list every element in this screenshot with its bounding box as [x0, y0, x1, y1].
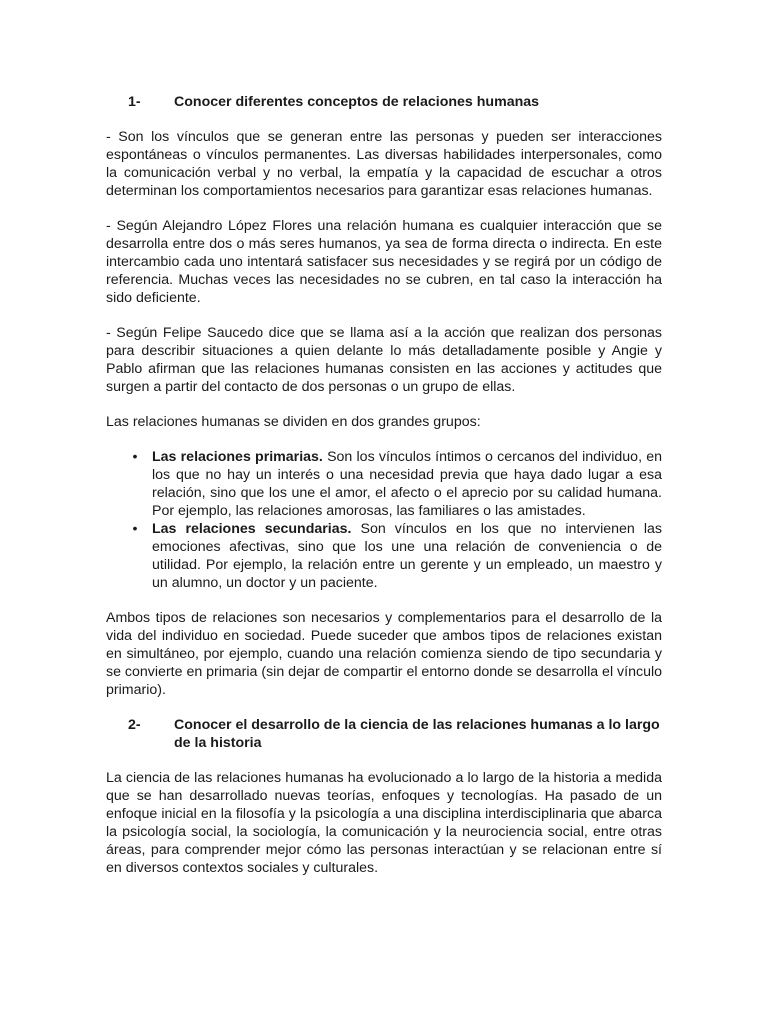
paragraph-groups-intro: Las relaciones humanas se dividen en dos grandes grupos:	[106, 414, 481, 430]
list-item	[132, 520, 662, 592]
paragraph-science-history: La ciencia de las relaciones humanas ha evolucionado a lo largo de la historia a medida que se han desarrollado nuevas teorías, enfoques y tecnologías. Ha pasado de un enfoque inicial en la filosofía y la psicología a una disciplina interdisciplinaria que abarca la psicología social, la sociología, la comunicación y la neurociencia social, entre otras áreas, para comprender mejor cómo las personas interactúan y se relacionan entre sí en diversos contextos sociales y culturales.	[106, 770, 662, 876]
section-1-number: 1-	[128, 94, 141, 110]
list-item-text: Son vínculos en los que no intervienen las emociones afectivas, sino que los une una relación de conveniencia o de utilidad. Por ejemplo, la relación entre un gerente y un empleado, un maestro y un alumno, un doctor y un paciente.	[152, 521, 662, 591]
bullet-icon: •	[132, 521, 138, 537]
section-1-heading	[106, 93, 662, 111]
paragraph-both-types: Ambos tipos de relaciones son necesarios y complementarios para el desarrollo de la vida del individuo en sociedad. Puede suceder que ambos tipos de relaciones existan en simultáneo, por ejemplo, cuando una relación comienza siendo de tipo secundaria y se convierte en primaria (sin dejar de compartir el entorno donde se desarrolla el vínculo primario).	[106, 610, 662, 698]
section-2-number: 2-	[128, 717, 141, 733]
section-2-heading	[106, 716, 662, 752]
bullet-icon: •	[132, 449, 138, 465]
paragraph-definition-general: - Son los vínculos que se generan entre las personas y pueden ser interacciones espontáneas o vínculos permanentes. Las diversas habilidades interpersonales, como la comunicación verbal y no verbal, la empatía y la capacidad de escuchar a otros determinan los comportamientos necesarios para garantizar esas relaciones humanas.	[106, 129, 662, 199]
list-item	[132, 448, 662, 520]
section-2-title: Conocer el desarrollo de la ciencia de las relaciones humanas a lo largo de la historia	[174, 717, 660, 751]
paragraph-definition-saucedo: - Según Felipe Saucedo dice que se llama así a la acción que realizan dos personas para describir situaciones a quien delante lo más detalladamente posible y Angie y Pablo afirman que las relaciones humanas consisten en las acciones y actitudes que surgen a partir del contacto de dos personas o un grupo de ellas.	[106, 325, 662, 395]
relation-types-list	[106, 448, 662, 592]
list-item-text: Son los vínculos íntimos o cercanos del individuo, en los que no hay un interés o una necesidad previa que haya dado lugar a esa relación, sino que los une el amor, el afecto o el aprecio por su calidad humana. Por ejemplo, las relaciones amorosas, las familiares o las amistades.	[152, 449, 662, 519]
section-1-title: Conocer diferentes conceptos de relaciones humanas	[174, 94, 540, 110]
paragraph-definition-lopez-flores: - Según Alejandro López Flores una relación humana es cualquier interacción que se desarrolla entre dos o más seres humanos, ya sea de forma directa o indirecta. En este intercambio cada uno intentará satisfacer sus necesidades y se regirá por un código de referencia. Muchas veces las necesidades no se cubren, en tal caso la interacción ha sido deficiente.	[106, 218, 662, 306]
list-item-term: Las relaciones secundarias.	[152, 521, 352, 537]
list-item-term: Las relaciones primarias.	[152, 449, 323, 465]
